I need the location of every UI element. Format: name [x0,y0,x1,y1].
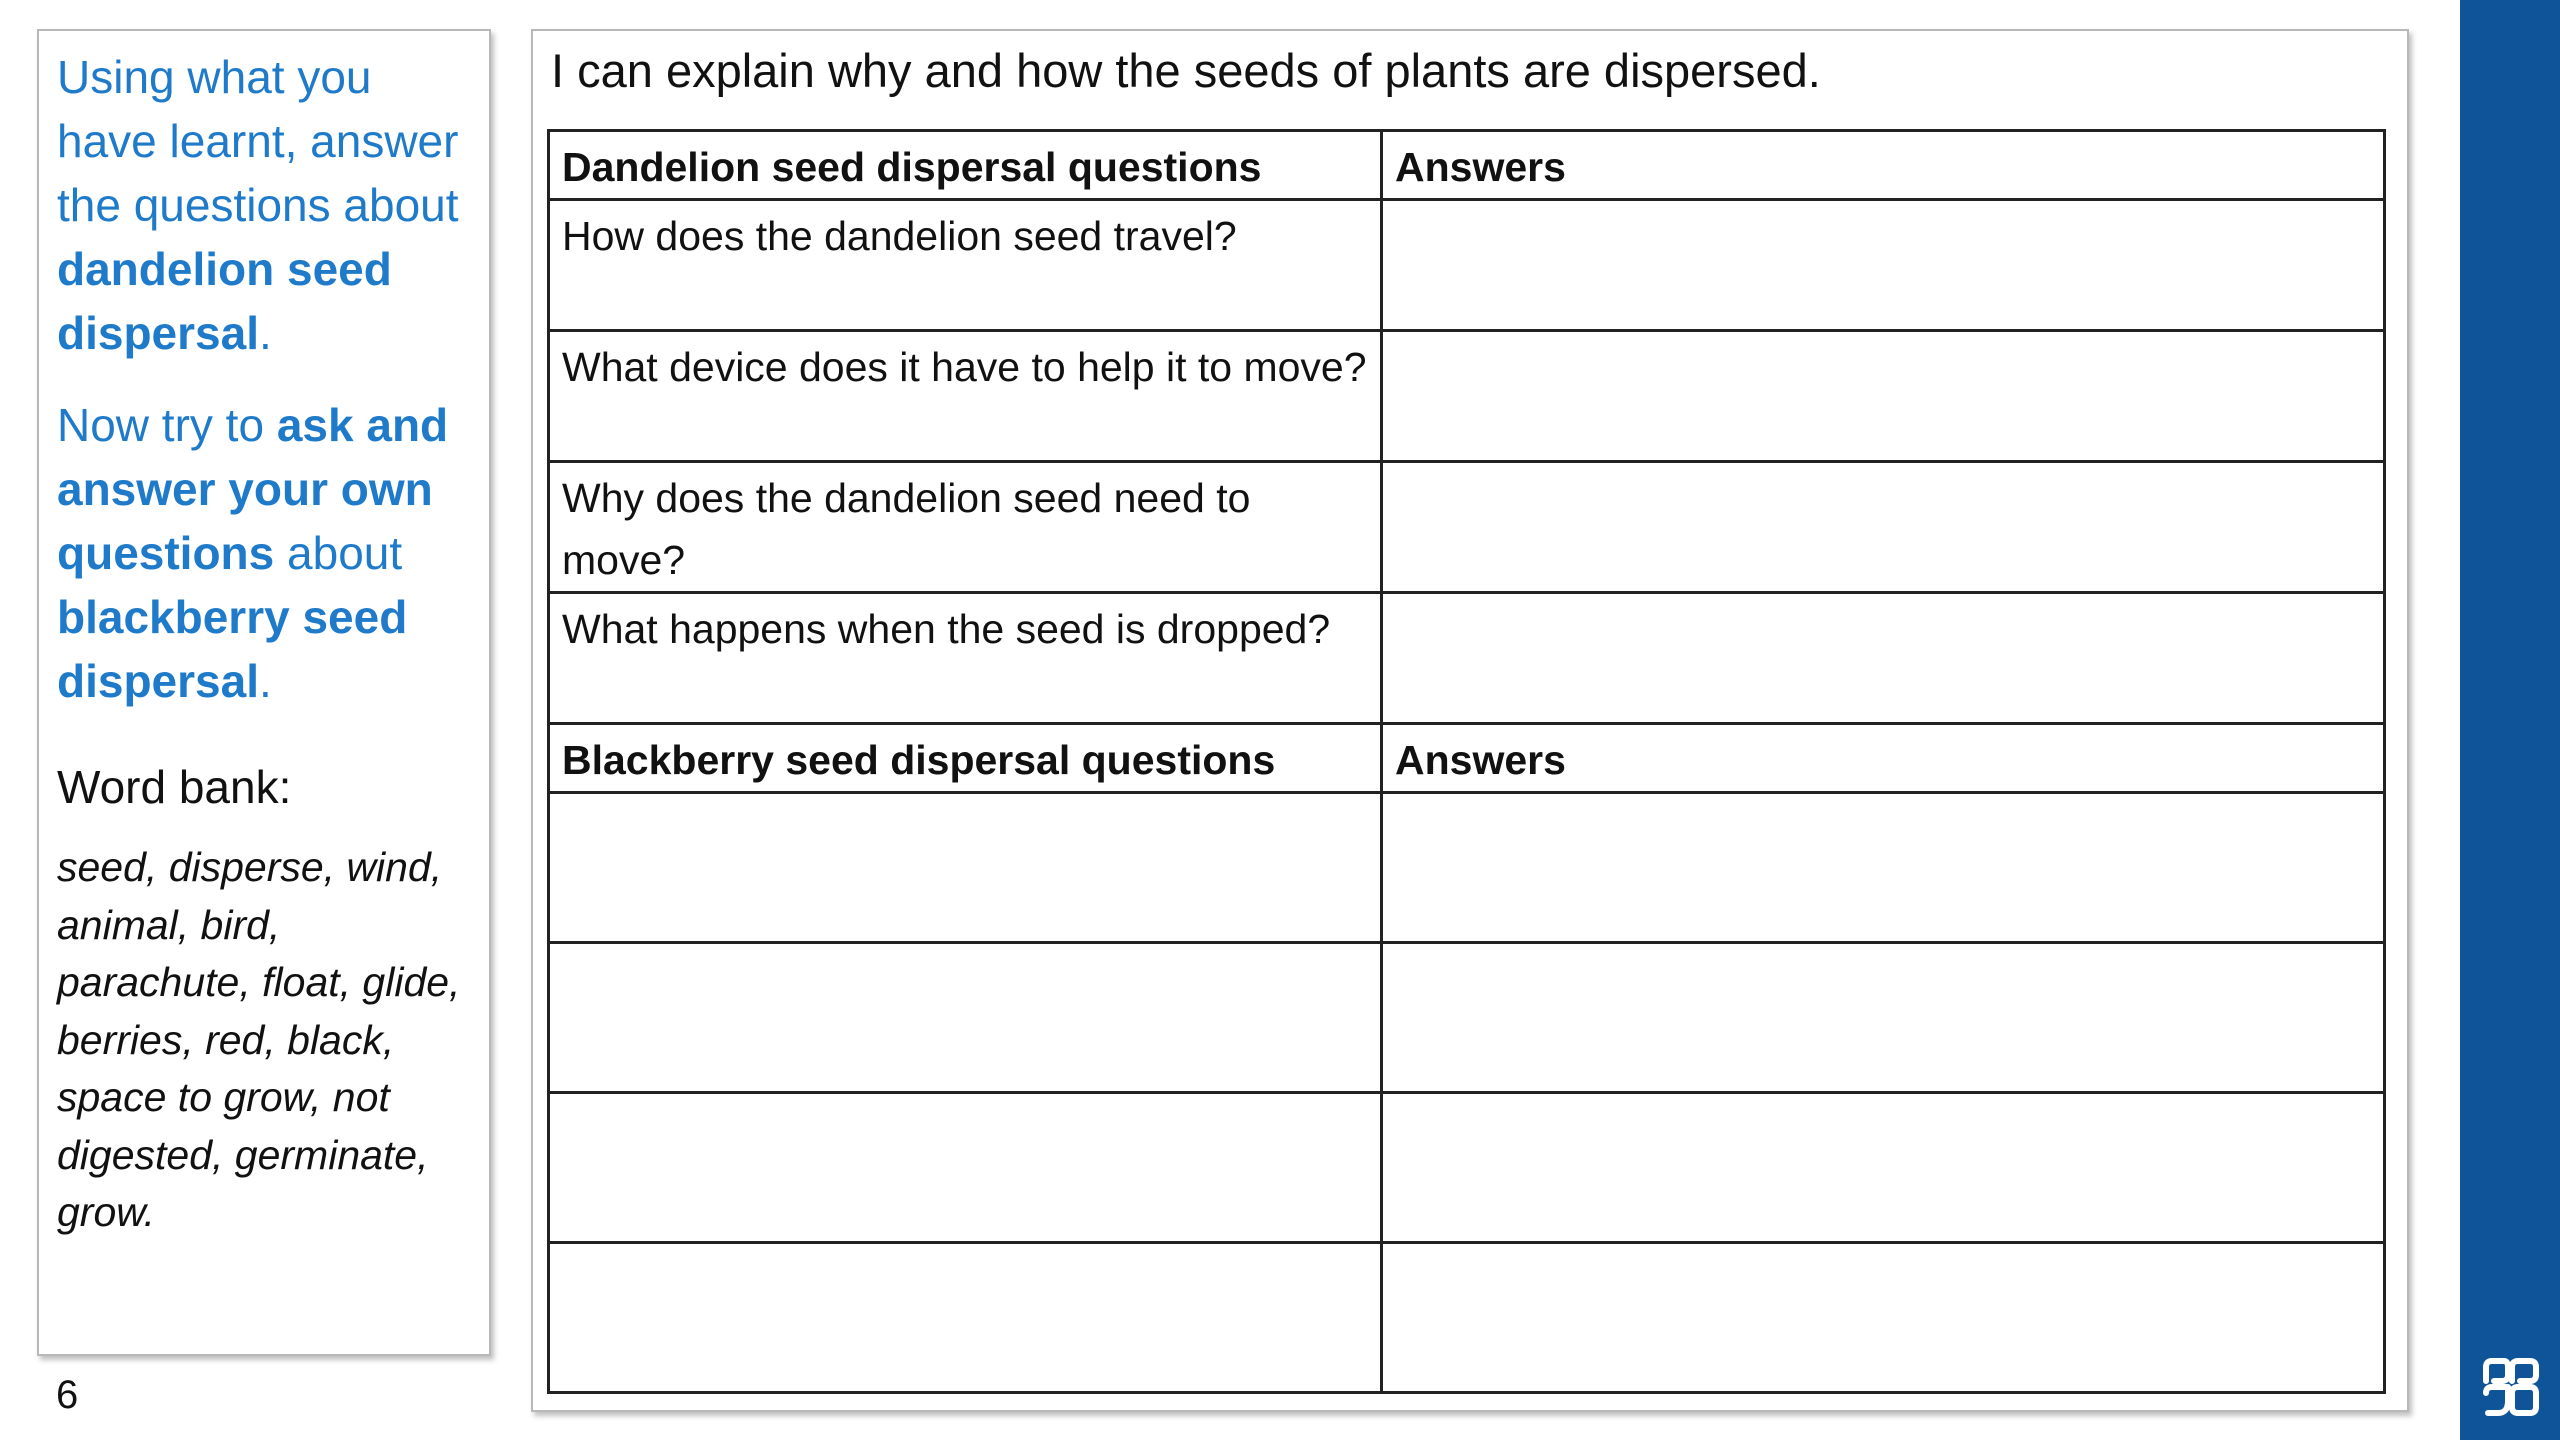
blackberry-question-cell[interactable] [549,943,1382,1093]
instruction-text: Using what you have learnt, answer the questions about [57,51,459,231]
instruction-text: about [274,527,403,579]
word-bank-words: seed, disperse, wind, animal, bird, parachute, float, glide, berries, red, black, space to grow, not digested, germinate, grow. [57,844,461,1235]
dandelion-answer-cell[interactable] [1382,462,2385,593]
dandelion-answer-cell[interactable] [1382,593,2385,724]
dandelion-questions-header: Dandelion seed dispersal questions [549,131,1382,200]
instruction-text: . [259,307,272,359]
instruction-blackberry [57,393,471,713]
instruction-emphasis: dandelion seed dispersal [57,243,392,359]
blackberry-answer-cell[interactable] [1382,1093,2385,1243]
table-row [549,1093,2385,1243]
table-row [549,462,2385,593]
word-bank-title: Word bank: [57,761,292,813]
table-row [549,593,2385,724]
instruction-dandelion [57,45,471,365]
instruction-text: . [259,655,272,707]
instruction-text: Now try to [57,399,277,451]
table-row [549,943,2385,1093]
table-row [549,200,2385,331]
dandelion-question-cell: Why does the dandelion seed need to move? [549,462,1382,593]
worksheet-panel [531,29,2409,1412]
brand-bar [2460,0,2560,1440]
learning-objective: I can explain why and how the seeds of plants are dispersed. [551,44,1821,97]
blackberry-question-cell[interactable] [549,1243,1382,1393]
table-row [549,331,2385,462]
dandelion-answers-header: Answers [1382,131,2385,200]
questions-table [547,129,2386,1394]
blackberry-question-cell[interactable] [549,1093,1382,1243]
blackberry-questions-header: Blackberry seed dispersal questions [549,724,1382,793]
blackberry-answer-cell[interactable] [1382,943,2385,1093]
dandelion-question-cell: How does the dandelion seed travel? [549,200,1382,331]
dandelion-question-cell: What happens when the seed is dropped? [549,593,1382,724]
school-logo-icon [2478,1355,2542,1419]
instructions-panel [37,29,491,1356]
blackberry-question-cell[interactable] [549,793,1382,943]
dandelion-answer-cell[interactable] [1382,331,2385,462]
instruction-emphasis: ask and answer your own questions [57,399,449,579]
dandelion-answer-cell[interactable] [1382,200,2385,331]
blackberry-answer-cell[interactable] [1382,793,2385,943]
instruction-emphasis: blackberry seed dispersal [57,591,408,707]
blackberry-answer-cell[interactable] [1382,1243,2385,1393]
page-number: 6 [56,1373,79,1417]
table-row [549,793,2385,943]
dandelion-header-row [549,131,2385,200]
blackberry-header-row [549,724,2385,793]
table-row [549,1243,2385,1393]
dandelion-question-cell: What device does it have to help it to move? [549,331,1382,462]
blackberry-answers-header: Answers [1382,724,2385,793]
